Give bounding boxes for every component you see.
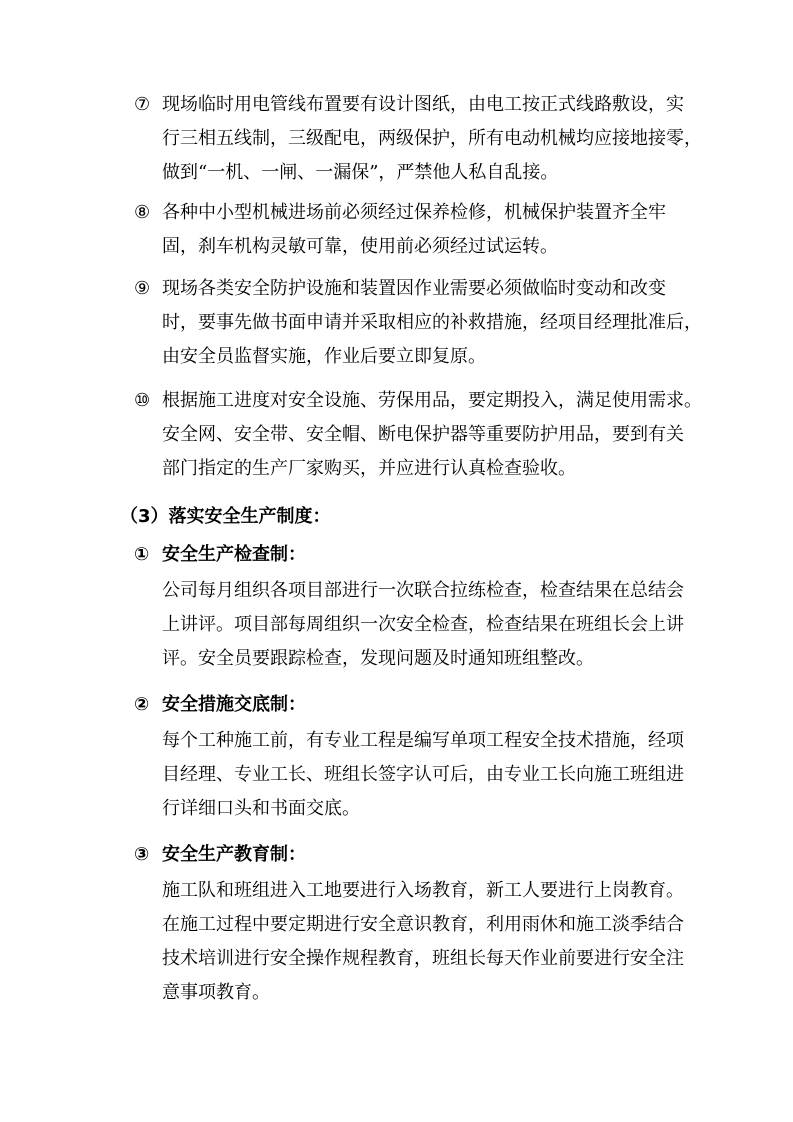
text-line: 现场临时用电管线布置要有设计图纸，由电工按正式线路敷设，实 — [162, 94, 684, 115]
subsection-title: 安全措施交底制： — [162, 694, 306, 715]
subsection-title: 安全生产教育制： — [162, 844, 306, 865]
subsection-number: ① — [134, 544, 150, 565]
text-line: 意事项教育。 — [162, 982, 270, 1003]
subsection-title: 安全生产检查制： — [162, 544, 306, 565]
text-line: 技术培训进行安全操作规程教育，班组长每天作业前要进行安全注 — [162, 948, 684, 969]
list-item-8 — [134, 196, 704, 264]
text-line: 公司每月组织各项目部进行一次联合拉练检查，检查结果在总结会 — [162, 580, 684, 601]
text-line: 行详细口头和书面交底。 — [162, 798, 360, 819]
text-line: 行三相五线制，三级配电，两级保护，所有电动机械均应接地接零， — [162, 128, 702, 149]
subsection-heading-3 — [134, 838, 306, 872]
subsection-number: ② — [134, 694, 150, 715]
text-line: 评。安全员要跟踪检查，发现问题及时通知班组整改。 — [162, 648, 594, 669]
item-number: ⑩ — [134, 390, 151, 411]
text-line: 各种中小型机械进场前必须经过保养检修，机械保护装置齐全牢 — [162, 202, 666, 223]
text-line: 安全网、安全带、安全帽、断电保护器等重要防护用品，要到有关 — [162, 424, 684, 445]
text-line: 每个工种施工前，有专业工程是编写单项工程安全技术措施，经项 — [162, 730, 684, 751]
list-item-10 — [134, 384, 704, 486]
list-item-9 — [134, 272, 704, 374]
subsection-heading-1 — [134, 538, 306, 572]
text-line: 时，要事先做书面申请并采取相应的补救措施，经项目经理批准后， — [162, 312, 702, 333]
item-text — [162, 88, 704, 190]
subsection-paragraph-2 — [162, 724, 704, 826]
item-number: ⑦ — [134, 94, 151, 115]
section-heading: （3）落实安全生产制度： — [120, 506, 331, 527]
text-line: 在施工过程中要定期进行安全意识教育，利用雨休和施工淡季结合 — [162, 914, 684, 935]
text-line: 根据施工进度对安全设施、劳保用品，要定期投入，满足使用需求。 — [162, 390, 702, 411]
list-item-7 — [134, 88, 704, 190]
text-line: 部门指定的生产厂家购买，并应进行认真检查验收。 — [162, 458, 576, 479]
subsection-number: ③ — [134, 844, 150, 865]
item-number: ⑨ — [134, 278, 151, 299]
item-text — [162, 272, 704, 374]
item-number: ⑧ — [134, 202, 151, 223]
text-line: 现场各类安全防护设施和装置因作业需要必须做临时变动和改变 — [162, 278, 666, 299]
text-line: 目经理、专业工长、班组长签字认可后，由专业工长向施工班组进 — [162, 764, 684, 785]
subsection-paragraph-1 — [162, 574, 704, 676]
text-line: 由安全员监督实施，作业后要立即复原。 — [162, 346, 486, 367]
text-line: 固，刹车机构灵敏可靠，使用前必须经过试运转。 — [162, 236, 558, 257]
subsection-paragraph-3 — [162, 874, 704, 1010]
text-line: 上讲评。项目部每周组织一次安全检查，检查结果在班组长会上讲 — [162, 614, 684, 635]
item-text — [162, 384, 704, 486]
text-line: 做到“一机、一闸、一漏保”，严禁他人私自乱接。 — [162, 162, 559, 183]
item-text — [162, 196, 704, 264]
subsection-heading-2 — [134, 688, 306, 722]
text-line: 施工队和班组进入工地要进行入场教育，新工人要进行上岗教育。 — [162, 880, 684, 901]
